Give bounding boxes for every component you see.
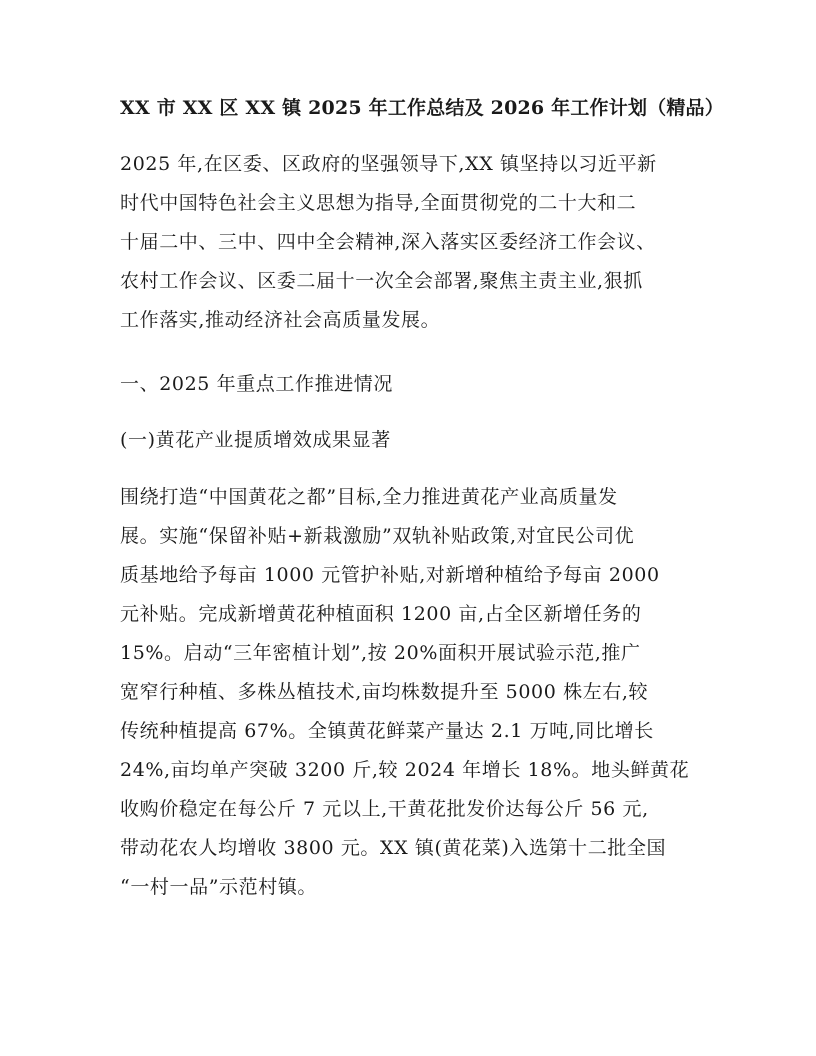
body-line: 元补贴。完成新增黄花种植面积 1200 亩,占全区新增任务的	[120, 603, 642, 625]
body-line: 宽窄行种植、多株丛植技术,亩均株数提升至 5000 株左右,较	[120, 681, 649, 703]
body-line: 展。实施“保留补贴+新栽激励”双轨补贴政策,对宜民公司优	[120, 525, 635, 547]
body-line: 传统种植提高 67%。全镇黄花鲜菜产量达 2.1 万吨,同比增长	[120, 720, 654, 742]
body-line: 收购价稳定在每公斤 7 元以上,干黄花批发价达每公斤 56 元,	[120, 798, 649, 820]
body-line: 质基地给予每亩 1000 元管护补贴,对新增种植给予每亩 2000	[120, 564, 660, 586]
body-line: “一村一品”示范村镇。	[120, 876, 318, 898]
body-line: 围绕打造“中国黄花之都”目标,全力推进黄花产业高质量发	[120, 486, 618, 508]
intro-line: 2025 年,在区委、区政府的坚强领导下,XX 镇坚持以习近平新	[120, 153, 657, 175]
intro-line: 十届二中、三中、四中全会精神,深入落实区委经济工作会议、	[120, 231, 656, 253]
body-line: 带动花农人均增收 3800 元。XX 镇(黄花菜)入选第十二批全国	[120, 837, 667, 859]
intro-line: 工作落实,推动经济社会高质量发展。	[120, 309, 441, 331]
section-heading: 一、2025 年重点工作推进情况	[120, 373, 393, 395]
subsection-heading: (一)黄花产业提质增效成果显著	[120, 429, 391, 451]
body-line: 24%,亩均单产突破 3200 斤,较 2024 年增长 18%。地头鲜黄花	[120, 759, 690, 781]
intro-line: 农村工作会议、区委二届十一次全会部署,聚焦主责主业,狠抓	[120, 270, 643, 292]
intro-line: 时代中国特色社会主义思想为指导,全面贯彻党的二十大和二	[120, 192, 637, 214]
document-title: XX 市 XX 区 XX 镇 2025 年工作总结及 2026 年工作计划（精品）	[120, 97, 724, 119]
body-line: 15%。启动“三年密植计划”,按 20%面积开展试验示范,推广	[120, 642, 641, 664]
